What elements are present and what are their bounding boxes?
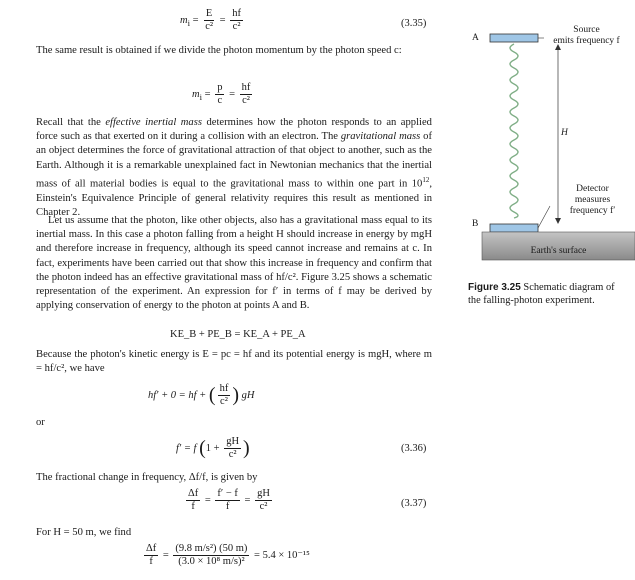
fraction [144, 543, 158, 568]
photon-wave-icon [510, 44, 518, 218]
fraction [255, 488, 272, 513]
denominator: c² [220, 396, 228, 407]
numerator: gH [257, 488, 270, 499]
fraction [173, 543, 249, 568]
numerator: Δf [188, 488, 199, 499]
height-label [561, 128, 568, 139]
detector-label [550, 184, 635, 217]
equation-inertial-mass: $m_i$ = $\frac{p}{c}$ = $\frac{hf}{\text{c²}}$ [192, 82, 251, 106]
denominator: (3.0 × 10⁸ m/s)² [178, 556, 245, 567]
paragraph: For H = 50 m, we find [36, 527, 132, 538]
equation-numeric-result: $\frac{\Delta f}{f}$ = $\frac{\text{(9.8 m/s²) (50 m)}}{\text{(3.0 × 10⁸ m/s)²}}$ = 5.4 × 10⁻¹⁵ [146, 543, 310, 567]
numerator: p [217, 82, 223, 93]
paragraph: Because the photon's kinetic energy is E = pc = hf and its potential energy is mgH, where m = hf/c², we have [36, 349, 432, 375]
fraction [186, 488, 200, 513]
right-paren: ) [232, 384, 239, 406]
height-symbol: H [561, 128, 568, 138]
numerator: hf [232, 8, 241, 19]
denominator: c² [228, 449, 237, 460]
earth-surface-label: Earth's surface [530, 246, 587, 256]
point-b-label: B [472, 219, 479, 229]
denominator: c² [232, 21, 241, 32]
source-line-2: emits frequency f [553, 36, 620, 46]
left-paren: ( [208, 384, 216, 406]
paragraph: The same result is obtained if we divide the photon momentum by the photon speed c: [36, 45, 402, 56]
denominator: f [191, 501, 195, 512]
numerator: Δf [146, 543, 157, 554]
eq-text: 1 + [205, 442, 220, 454]
equation-3-36 [176, 436, 250, 461]
denominator: c² [259, 501, 268, 512]
numerator: hf [241, 82, 251, 93]
paragraph: Let us assume that the photon, like other objects, also has a gravitational mass equal to its inertial mass. In this case a photon falling from a height H should increase in energy by mgH and therefore increase in frequency, although its speed cannot increase and remains at c. In fact, experiments have been carried out that show this increase in frequency and confirm that the photon indeed has an effective gravitational mass of hf/c². Figure 3.25 shows a schematic representation of the experiment. An expression for f′ in terms of f may be derived by applying conservation of energy to the photon at points A and B. [36, 215, 432, 312]
numerator: f′ − f [217, 488, 238, 499]
denominator: c² [205, 21, 214, 32]
superscript: 12 [422, 175, 430, 184]
equation-3-37: $\frac{\Delta f}{f}$ = $\frac{f' - f}{f}$ = $\frac{gH}{\text{c²}}$ [188, 488, 270, 512]
point-a-label: A [472, 33, 479, 43]
emphasis: gravitational mass [340, 131, 421, 143]
equation-energy-conservation: KE_B + PE_B = KE_A + PE_A [170, 329, 306, 340]
caption-label: Figure 3.25 [468, 282, 521, 293]
figure-caption [468, 281, 618, 307]
denominator: f [149, 556, 153, 567]
eq-subscript: i [199, 92, 203, 102]
fraction [230, 8, 243, 33]
paragraph: The fractional change in frequency, Δf/f, is given by [36, 472, 258, 483]
emphasis: effective inertial mass [105, 117, 202, 128]
source-label [538, 25, 635, 47]
fraction [203, 8, 215, 33]
fraction [240, 82, 253, 107]
eq-text: = 5.4 × 10⁻¹⁵ [254, 549, 310, 561]
denominator: c [217, 95, 223, 106]
eq-text: hf′ + 0 = hf + [148, 389, 207, 401]
detector-line-3: frequency f′ [569, 206, 616, 216]
connector-word: or [36, 417, 45, 428]
fraction [215, 82, 224, 107]
detector-leader-line [538, 206, 550, 228]
equation-3-35: $m_i$ = $\frac{E}{\text{c²}}$ = $\frac{hf}{\text{c²}}$ [180, 8, 241, 32]
text: , Einstein's Equivalence Principle of general relativity requires this result as mentioned in Chapter 2. [36, 178, 432, 218]
equation-energy-balance [148, 383, 254, 408]
arrow-down-icon [555, 218, 561, 224]
eq-text: f′ = f [176, 442, 197, 454]
source-plate [490, 34, 538, 42]
fraction [215, 488, 239, 513]
equation-number: (3.36) [401, 443, 427, 454]
detector-line-2: measures [574, 195, 611, 205]
numerator: gH [226, 436, 240, 447]
numerator: E [205, 8, 213, 19]
detector-plate [490, 224, 538, 232]
detector-line-1: Detector [576, 184, 609, 194]
eq-subscript: i [187, 18, 191, 28]
text: of an object determines the force of gravitational attraction of that object to another, such as the Earth. Although it is a remarkable unexplained fact in Newtonian mechanics that the inertial mass of all material bodies is equal to the gravitational mass to within one part in 10 [36, 131, 432, 190]
right-paren: ) [243, 437, 250, 459]
numerator: hf [219, 383, 229, 394]
eq-symbol: m [180, 14, 188, 26]
denominator: f [225, 501, 230, 512]
left-paren: ( [199, 437, 206, 459]
caption-text: Schematic diagram of the falling-photon experiment. [468, 282, 615, 306]
equation-number: (3.37) [401, 498, 427, 509]
paragraph [36, 116, 432, 220]
source-line-1: Source [573, 25, 600, 35]
eq-symbol: m [192, 88, 200, 100]
text: determines how the photon responds to an applied force such as that exerted on it during a collision with an electron. The [36, 117, 432, 143]
eq-text: gH [241, 389, 255, 401]
denominator: c² [242, 95, 250, 106]
equation-number: (3.35) [401, 18, 427, 29]
text: Recall that the [36, 117, 106, 128]
numerator: (9.8 m/s²) (50 m) [175, 543, 248, 554]
fraction [224, 436, 241, 461]
fraction [218, 383, 231, 408]
